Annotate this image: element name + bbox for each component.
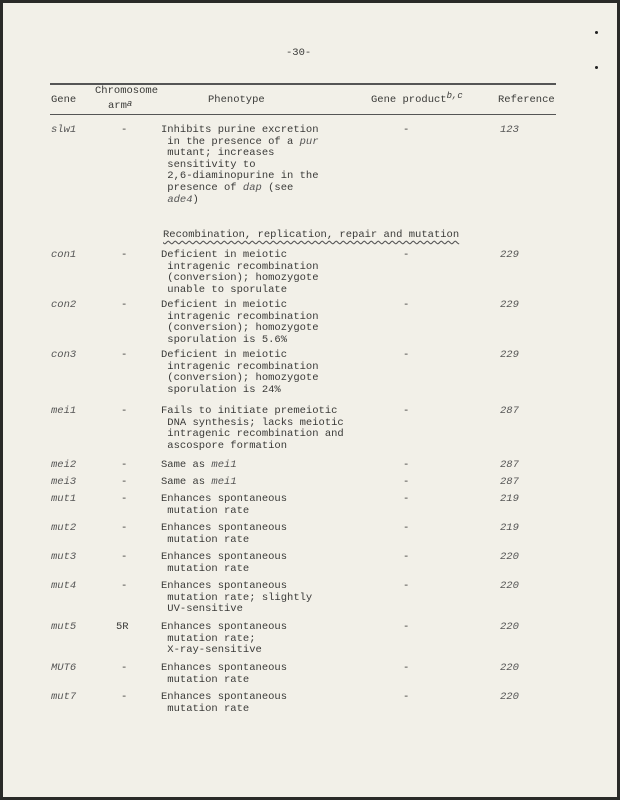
phenotype-text: Deficient in meiotic bbox=[161, 249, 288, 261]
chromosome-arm: - bbox=[121, 691, 128, 703]
header-arm-line2 bbox=[108, 101, 132, 113]
gene-name: mei1 bbox=[51, 405, 77, 417]
reference: 123 bbox=[500, 124, 519, 136]
phenotype-text: (see bbox=[261, 181, 294, 194]
phenotype-text: Enhances spontaneous bbox=[161, 691, 288, 703]
gene-reference-italic: dap bbox=[242, 181, 262, 194]
phenotype-text: Same as bbox=[161, 476, 212, 488]
phenotype-text: mutation rate; bbox=[161, 632, 256, 645]
phenotype bbox=[161, 494, 287, 517]
gene-reference-italic: ade4 bbox=[167, 193, 193, 206]
reference: 219 bbox=[500, 522, 519, 534]
phenotype bbox=[161, 350, 319, 396]
phenotype-text: (conversion); homozygote bbox=[161, 272, 319, 285]
chromosome-arm: - bbox=[121, 249, 128, 261]
phenotype-text: unable to sporulate bbox=[161, 283, 288, 296]
reference: 287 bbox=[500, 476, 519, 488]
chromosome-arm: - bbox=[121, 124, 128, 136]
gene-reference-italic: mei1 bbox=[211, 459, 237, 471]
header-arm-text: arm bbox=[108, 100, 127, 112]
phenotype-text: sporulation is 24% bbox=[161, 383, 281, 396]
phenotype-line bbox=[161, 335, 319, 347]
reference: 287 bbox=[500, 459, 519, 471]
chromosome-arm: - bbox=[121, 459, 128, 471]
phenotype-line bbox=[161, 285, 319, 297]
phenotype-text: Deficient in meiotic bbox=[161, 349, 288, 361]
gene-product: - bbox=[403, 349, 410, 361]
chromosome-arm: - bbox=[121, 522, 128, 534]
gene-product: - bbox=[403, 621, 410, 633]
phenotype-text: intragenic recombination bbox=[161, 360, 319, 373]
phenotype-text: UV-sensitive bbox=[161, 603, 243, 616]
phenotype-text: 2,6-diaminopurine in the bbox=[161, 170, 319, 183]
chromosome-arm: - bbox=[121, 580, 128, 592]
phenotype bbox=[161, 406, 344, 452]
phenotype-text: X-ray-sensitive bbox=[161, 644, 262, 657]
reference: 220 bbox=[500, 691, 519, 703]
gene-product: - bbox=[403, 476, 410, 488]
header-phenotype: Phenotype bbox=[208, 94, 265, 106]
section-heading: Recombination, replication, repair and mutation bbox=[163, 229, 460, 241]
header-arm-sup: a bbox=[126, 99, 133, 109]
header-bottom-rule bbox=[50, 114, 556, 115]
chromosome-arm: 5R bbox=[116, 621, 129, 633]
phenotype-line bbox=[161, 675, 287, 687]
phenotype-text: Enhances spontaneous bbox=[161, 522, 288, 534]
phenotype-line bbox=[161, 564, 287, 576]
gene-product: - bbox=[403, 691, 410, 703]
phenotype-text: Deficient in meiotic bbox=[161, 299, 288, 311]
reference: 229 bbox=[500, 349, 519, 361]
gene-name: con3 bbox=[51, 349, 77, 361]
header-arm-line1: Chromosome bbox=[95, 85, 159, 97]
phenotype-text: (conversion); homozygote bbox=[161, 372, 319, 385]
chromosome-arm: - bbox=[121, 299, 128, 311]
phenotype-text: Inhibits purine excretion bbox=[161, 124, 319, 136]
phenotype bbox=[161, 250, 319, 296]
gene-reference-italic: pur bbox=[299, 135, 319, 148]
phenotype-text: mutation rate bbox=[161, 702, 250, 715]
phenotype-line bbox=[161, 441, 344, 453]
reference: 220 bbox=[500, 662, 519, 674]
gene-product: - bbox=[403, 522, 410, 534]
phenotype bbox=[161, 477, 237, 489]
phenotype-text: mutation rate bbox=[161, 673, 250, 686]
scan-mark bbox=[595, 66, 598, 69]
phenotype-text: Enhances spontaneous bbox=[161, 621, 288, 633]
phenotype bbox=[161, 300, 319, 346]
gene-name: mut7 bbox=[51, 691, 77, 703]
phenotype-text: intragenic recombination and bbox=[161, 428, 344, 441]
phenotype-text: mutation rate bbox=[161, 562, 250, 575]
reference: 220 bbox=[500, 621, 519, 633]
gene-name: con2 bbox=[51, 299, 77, 311]
gene-product: - bbox=[403, 299, 410, 311]
phenotype-line bbox=[161, 535, 287, 547]
reference: 229 bbox=[500, 299, 519, 311]
chromosome-arm: - bbox=[121, 551, 128, 563]
phenotype-text: mutation rate bbox=[161, 533, 250, 546]
chromosome-arm: - bbox=[121, 405, 128, 417]
phenotype-text: ascospore formation bbox=[161, 439, 288, 452]
gene-name: mei2 bbox=[51, 459, 77, 471]
phenotype bbox=[161, 622, 287, 657]
phenotype-text: DNA synthesis; lacks meiotic bbox=[161, 416, 344, 429]
gene-name: mei3 bbox=[51, 476, 77, 488]
phenotype-text: sporulation is 5.6% bbox=[161, 333, 288, 346]
phenotype-text: intragenic recombination bbox=[161, 310, 319, 323]
gene-name: con1 bbox=[51, 249, 77, 261]
phenotype bbox=[161, 663, 287, 686]
phenotype-line bbox=[161, 460, 237, 472]
phenotype bbox=[161, 552, 287, 575]
phenotype-text: Same as bbox=[161, 459, 212, 471]
chromosome-arm: - bbox=[121, 493, 128, 505]
chromosome-arm: - bbox=[121, 349, 128, 361]
phenotype-text: in the presence of a bbox=[161, 135, 300, 148]
phenotype-text: sensitivity to bbox=[161, 158, 256, 171]
page-number: -30- bbox=[286, 47, 312, 59]
phenotype-text: Fails to initiate premeiotic bbox=[161, 405, 338, 417]
gene-product: - bbox=[403, 662, 410, 674]
reference: 219 bbox=[500, 493, 519, 505]
phenotype-line bbox=[161, 704, 287, 716]
phenotype bbox=[161, 692, 287, 715]
gene-name: MUT6 bbox=[51, 662, 77, 674]
phenotype-text: Enhances spontaneous bbox=[161, 493, 288, 505]
phenotype-text: Enhances spontaneous bbox=[161, 551, 288, 563]
scan-mark bbox=[595, 31, 598, 34]
header-gene: Gene bbox=[51, 94, 77, 106]
chromosome-arm: - bbox=[121, 476, 128, 488]
gene-product: - bbox=[403, 551, 410, 563]
phenotype-text: presence of bbox=[161, 181, 243, 194]
gene-name: mut4 bbox=[51, 580, 77, 592]
phenotype-text: ) bbox=[192, 193, 199, 206]
phenotype-text: Enhances spontaneous bbox=[161, 662, 288, 674]
phenotype-line bbox=[161, 645, 287, 657]
phenotype-line bbox=[161, 385, 319, 397]
phenotype-line bbox=[161, 195, 319, 207]
phenotype-text: intragenic recombination bbox=[161, 260, 319, 273]
phenotype-text: (conversion); homozygote bbox=[161, 322, 319, 335]
gene-name: slw1 bbox=[51, 124, 77, 136]
phenotype-text: mutation rate; slightly bbox=[161, 591, 313, 604]
gene-name: mut5 bbox=[51, 621, 77, 633]
phenotype-text: mutant; increases bbox=[161, 147, 275, 160]
gene-name: mut3 bbox=[51, 551, 77, 563]
header-reference: Reference bbox=[498, 94, 555, 106]
gene-name: mut1 bbox=[51, 493, 77, 505]
reference: 220 bbox=[500, 580, 519, 592]
gene-product: - bbox=[403, 249, 410, 261]
phenotype bbox=[161, 523, 287, 546]
phenotype-text: mutation rate bbox=[161, 504, 250, 517]
header-product bbox=[371, 91, 463, 107]
phenotype-text: Enhances spontaneous bbox=[161, 580, 288, 592]
phenotype-line bbox=[161, 477, 237, 489]
header-product-text: Gene product bbox=[371, 94, 447, 106]
phenotype bbox=[161, 125, 319, 206]
reference: 229 bbox=[500, 249, 519, 261]
phenotype bbox=[161, 581, 312, 616]
gene-product: - bbox=[403, 580, 410, 592]
gene-product: - bbox=[403, 493, 410, 505]
chromosome-arm: - bbox=[121, 662, 128, 674]
document-page bbox=[3, 3, 617, 797]
gene-name: mut2 bbox=[51, 522, 77, 534]
gene-reference-italic: mei1 bbox=[211, 476, 237, 488]
phenotype-line bbox=[161, 604, 312, 616]
header-product-sup: b,c bbox=[446, 91, 463, 101]
gene-product: - bbox=[403, 459, 410, 471]
gene-product: - bbox=[403, 405, 410, 417]
reference: 287 bbox=[500, 405, 519, 417]
phenotype-line bbox=[161, 506, 287, 518]
reference: 220 bbox=[500, 551, 519, 563]
phenotype bbox=[161, 460, 237, 472]
gene-product: - bbox=[403, 124, 410, 136]
